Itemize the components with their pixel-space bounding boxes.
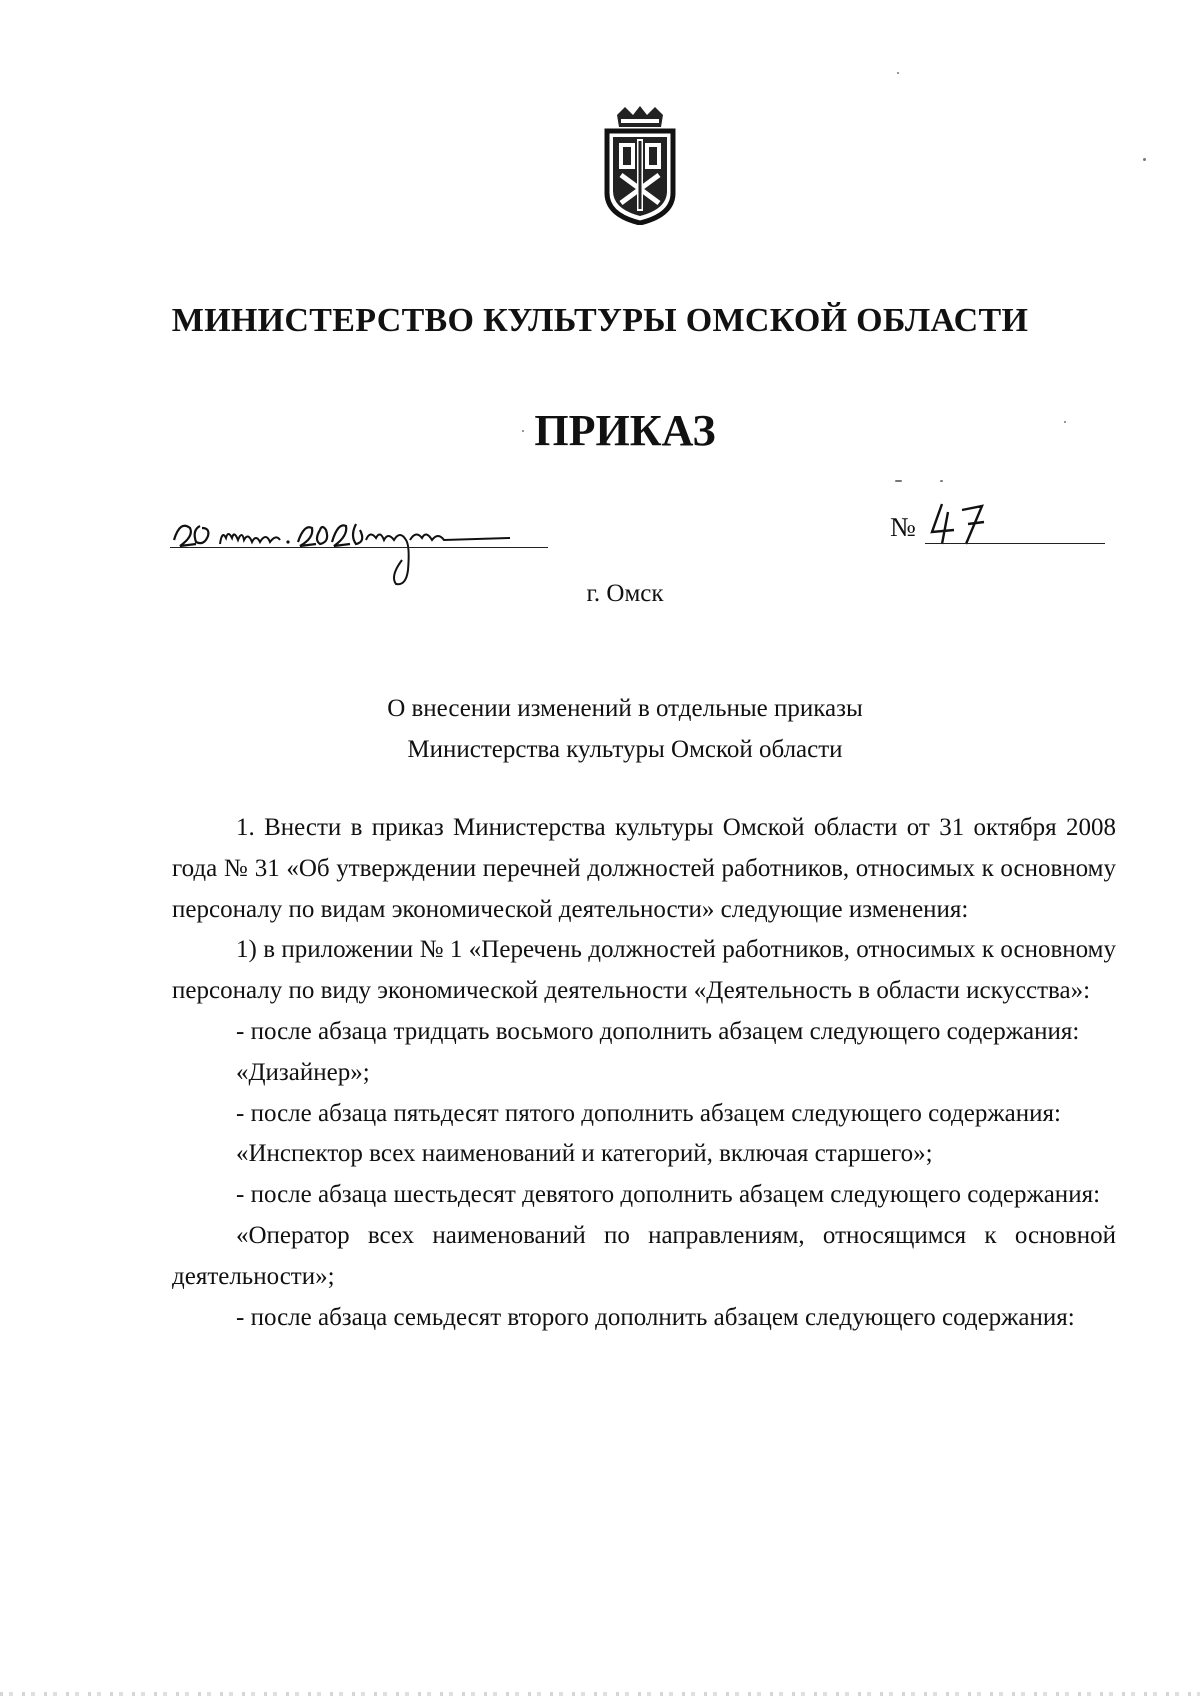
scan-edge-noise	[0, 1692, 1200, 1696]
scan-speck	[522, 430, 524, 432]
body-paragraph: - после абзаца шестьдесят девятого дополнить абзацем следующего содержания:	[236, 1181, 1101, 1209]
document-type-title: ПРИКАЗ	[534, 406, 716, 455]
body-paragraph: «Оператор всех наименований по направлениям, относящимся к основной деятельности»;	[172, 1221, 1116, 1290]
omsk-coat-of-arms-icon	[597, 105, 683, 225]
body-paragraph: 1. Внести в приказ Министерства культуры Омской области от 31 октября 2008 года № 31 «Об утверждении перечней должностей работников, относимых к основному персоналу по видам экономической деятельности» следующие изменения:	[172, 814, 1116, 923]
body-paragraph: 1) в приложении № 1 «Перечень должностей работников, относимых к основному персоналу по виду экономической деятельности «Деятельность в области искусства»:	[172, 936, 1116, 1005]
scan-speck	[897, 72, 899, 74]
body-paragraph: - после абзаца тридцать восьмого дополнить абзацем следующего содержания:	[236, 1017, 1080, 1045]
body-paragraph: - после абзаца пятьдесят пятого дополнить абзацем следующего содержания:	[236, 1099, 1061, 1127]
body-paragraph: - после абзаца семьдесят второго дополнить абзацем следующего содержания:	[236, 1303, 1075, 1331]
scan-speck	[1064, 421, 1066, 423]
city-label: г. Омск	[586, 580, 664, 607]
document-body	[172, 808, 1116, 1338]
scan-speck	[940, 480, 943, 482]
subject-line-1: О внесении изменений в отдельные приказы	[387, 695, 863, 722]
number-label: №	[890, 512, 916, 542]
number-underline	[925, 543, 1105, 544]
document-subject	[0, 688, 1200, 770]
ministry-title: МИНИСТЕРСТВО КУЛЬТУРЫ ОМСКОЙ ОБЛАСТИ	[171, 302, 1029, 339]
subject-line-2: Министерства культуры Омской области	[407, 736, 843, 763]
date-underline	[170, 547, 548, 548]
body-paragraph: «Дизайнер»;	[236, 1058, 370, 1086]
scan-speck	[895, 480, 902, 482]
scan-speck	[1143, 158, 1146, 161]
handwritten-date	[170, 500, 560, 590]
body-paragraph: «Инспектор всех наименований и категорий, включая старшего»;	[236, 1140, 933, 1168]
